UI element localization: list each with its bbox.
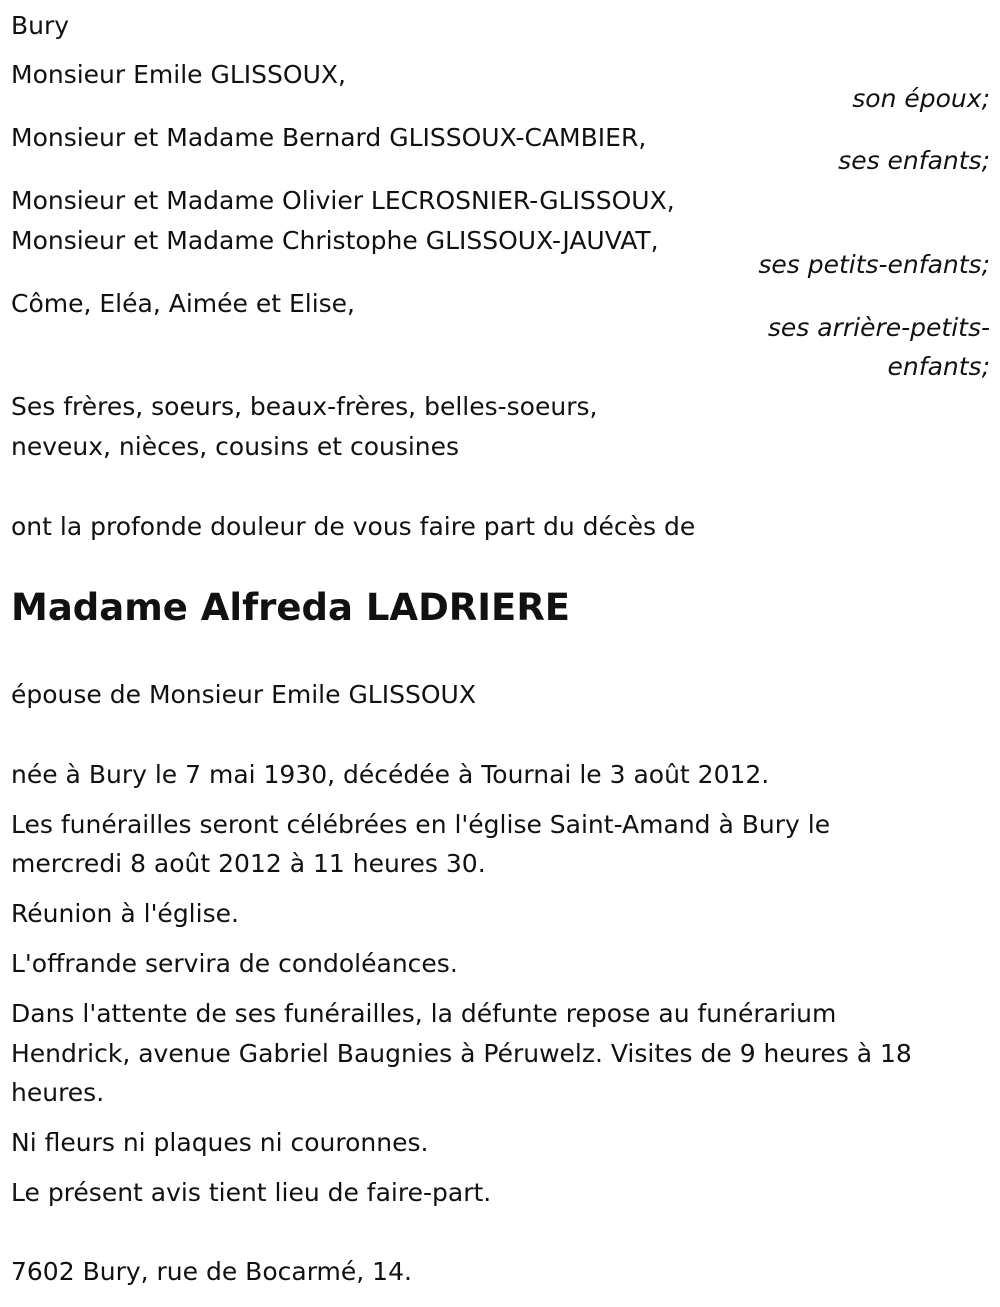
offering: L'offrande servira de condoléances.	[11, 949, 458, 978]
address: 7602 Bury, rue de Bocarmé, 14.	[11, 1257, 412, 1286]
children-role: ses enfants;	[838, 146, 990, 175]
place: Bury	[11, 11, 70, 40]
great-grandchildren-names: Côme, Eléa, Aimée et Elise,	[11, 289, 355, 318]
grandchildren-role: ses petits-enfants;	[758, 250, 990, 279]
announcement: ont la profonde douleur de vous faire part du décès de	[11, 512, 696, 541]
visitation-line: heures.	[11, 1078, 105, 1107]
notice: Le présent avis tient lieu de faire-part.	[11, 1178, 492, 1207]
spouse-role: son époux;	[852, 84, 990, 113]
grandchildren-line: Monsieur et Madame Olivier LECROSNIER-GLISSOUX,	[11, 186, 675, 215]
meeting: Réunion à l'église.	[11, 899, 239, 928]
birth-death: née à Bury le 7 mai 1930, décédée à Tournai le 3 août 2012.	[11, 760, 770, 789]
children-names: Monsieur et Madame Bernard GLISSOUX-CAMBIER,	[11, 123, 647, 152]
great-grandchildren-role-line: enfants;	[887, 352, 990, 381]
relatives-line: neveux, nièces, cousins et cousines	[11, 432, 460, 461]
funeral-line: Les funérailles seront célébrées en l'église Saint-Amand à Bury le	[11, 810, 831, 839]
relatives-line: Ses frères, soeurs, beaux-frères, belles-soeurs,	[11, 392, 598, 421]
funeral-line: mercredi 8 août 2012 à 11 heures 30.	[11, 849, 486, 878]
great-grandchildren-role-line: ses arrière-petits-	[767, 313, 990, 342]
no-flowers: Ni fleurs ni plaques ni couronnes.	[11, 1128, 429, 1157]
visitation-line: Hendrick, avenue Gabriel Baugnies à Péruwelz. Visites de 9 heures à 18	[11, 1039, 912, 1068]
spouse-name: Monsieur Emile GLISSOUX,	[11, 60, 346, 89]
spouse-of: épouse de Monsieur Emile GLISSOUX	[11, 680, 476, 709]
deceased-name: Madame Alfreda LADRIERE	[11, 586, 571, 629]
visitation-line: Dans l'attente de ses funérailles, la défunte repose au funérarium	[11, 999, 837, 1028]
grandchildren-line: Monsieur et Madame Christophe GLISSOUX-JAUVAT,	[11, 226, 659, 255]
